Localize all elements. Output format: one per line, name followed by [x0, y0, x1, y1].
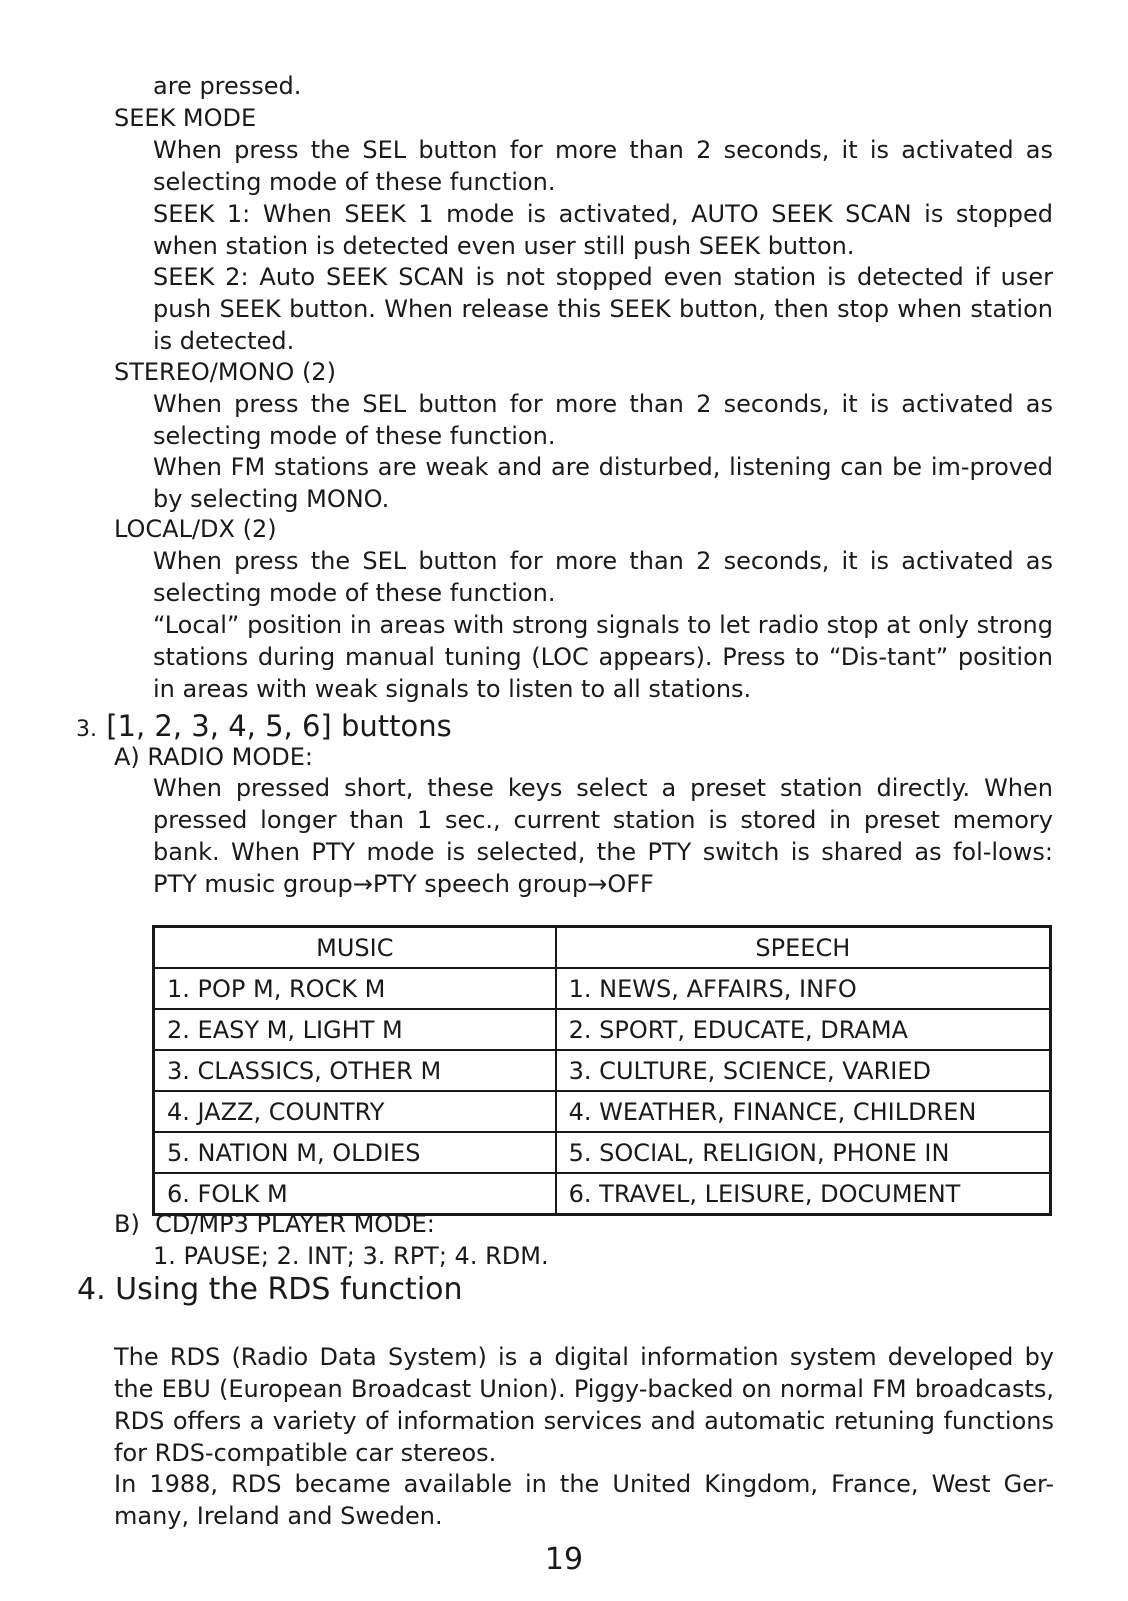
radio-mode-text: When pressed short, these keys select a preset station directly. When pressed longer than 1 sec., current station is stored in preset memory bank. When PTY mode is selected, the PTY switch is shared as fol-lows: PTY music group→PTY speech group→OFF: [153, 774, 1053, 898]
pty-table-header-row: [154, 927, 1051, 969]
pty-table-header-speech: SPEECH: [556, 927, 1051, 969]
table-row: [154, 1132, 1051, 1173]
music-cell: 6. FOLK M: [154, 1173, 556, 1215]
rds-paragraph-2: In 1988, RDS became available in the United Kingdom, France, West Ger-many, Ireland and Sweden.: [114, 1470, 1054, 1530]
pty-table: [152, 925, 1052, 1216]
speech-cell: 1. NEWS, AFFAIRS, INFO: [556, 968, 1051, 1009]
music-cell: 3. CLASSICS, OTHER M: [154, 1050, 556, 1091]
speech-cell: 5. SOCIAL, RELIGION, PHONE IN: [556, 1132, 1051, 1173]
seek-mode-paragraph-3: SEEK 2: Auto SEEK SCAN is not stopped even station is detected if user push SEEK button. When release this SEEK button, then stop when station is detected.: [153, 263, 1053, 355]
table-row: [154, 1091, 1051, 1132]
local-dx-paragraph-1: When press the SEL button for more than 2 seconds, it is activated as selecting mode of these function.: [153, 547, 1053, 607]
table-row: [154, 968, 1051, 1009]
stereo-mono-paragraph-1: When press the SEL button for more than 2 seconds, it is activated as selecting mode of these function.: [153, 390, 1053, 450]
speech-cell: 3. CULTURE, SCIENCE, VARIED: [556, 1050, 1051, 1091]
section-4-title: 4. Using the RDS function: [77, 1272, 463, 1307]
table-row: [154, 1009, 1051, 1050]
local-dx-paragraph-2: “Local” position in areas with strong signals to let radio stop at only strong stations during manual tuning (LOC appears). Press to “Dis-tant” position in areas with weak signals to listen to all stations.: [153, 611, 1053, 703]
section-3-number: 3.: [76, 717, 97, 742]
cd-mode-text: 1. PAUSE; 2. INT; 3. RPT; 4. RDM.: [153, 1242, 549, 1270]
seek-mode-heading: SEEK MODE: [114, 104, 257, 132]
stereo-mono-paragraph-2: When FM stations are weak and are disturbed, listening can be im-proved by selecting MONO.: [153, 453, 1053, 513]
speech-cell: 6. TRAVEL, LEISURE, DOCUMENT: [556, 1173, 1051, 1215]
seek-mode-paragraph-2: SEEK 1: When SEEK 1 mode is activated, AUTO SEEK SCAN is stopped when station is detected even user still push SEEK button.: [153, 200, 1053, 260]
stereo-mono-heading: STEREO/MONO (2): [114, 358, 336, 386]
pty-table-header-music: MUSIC: [154, 927, 556, 969]
table-row: [154, 1050, 1051, 1091]
music-cell: 2. EASY M, LIGHT M: [154, 1009, 556, 1050]
music-cell: 1. POP M, ROCK M: [154, 968, 556, 1009]
seek-mode-paragraph-1: When press the SEL button for more than 2 seconds, it is activated as selecting mode of these function.: [153, 136, 1053, 196]
music-cell: 4. JAZZ, COUNTRY: [154, 1091, 556, 1132]
speech-cell: 2. SPORT, EDUCATE, DRAMA: [556, 1009, 1051, 1050]
section-3-title: [1, 2, 3, 4, 5, 6] buttons: [106, 709, 452, 743]
rds-paragraph-1: The RDS (Radio Data System) is a digital information system developed by the EBU (European Broadcast Union). Piggy-backed on normal FM broadcasts, RDS offers a variety of information services and automatic retuning functions for RDS-compatible car stereos.: [114, 1343, 1054, 1467]
cd-mode-heading: B) CD/MP3 PLAYER MODE:: [114, 1210, 435, 1238]
music-cell: 5. NATION M, OLDIES: [154, 1132, 556, 1173]
local-dx-heading: LOCAL/DX (2): [114, 515, 277, 543]
radio-mode-heading: A) RADIO MODE:: [114, 743, 313, 771]
page-number: 19: [544, 1542, 584, 1577]
continuation-text: are pressed.: [153, 72, 302, 100]
speech-cell: 4. WEATHER, FINANCE, CHILDREN: [556, 1091, 1051, 1132]
